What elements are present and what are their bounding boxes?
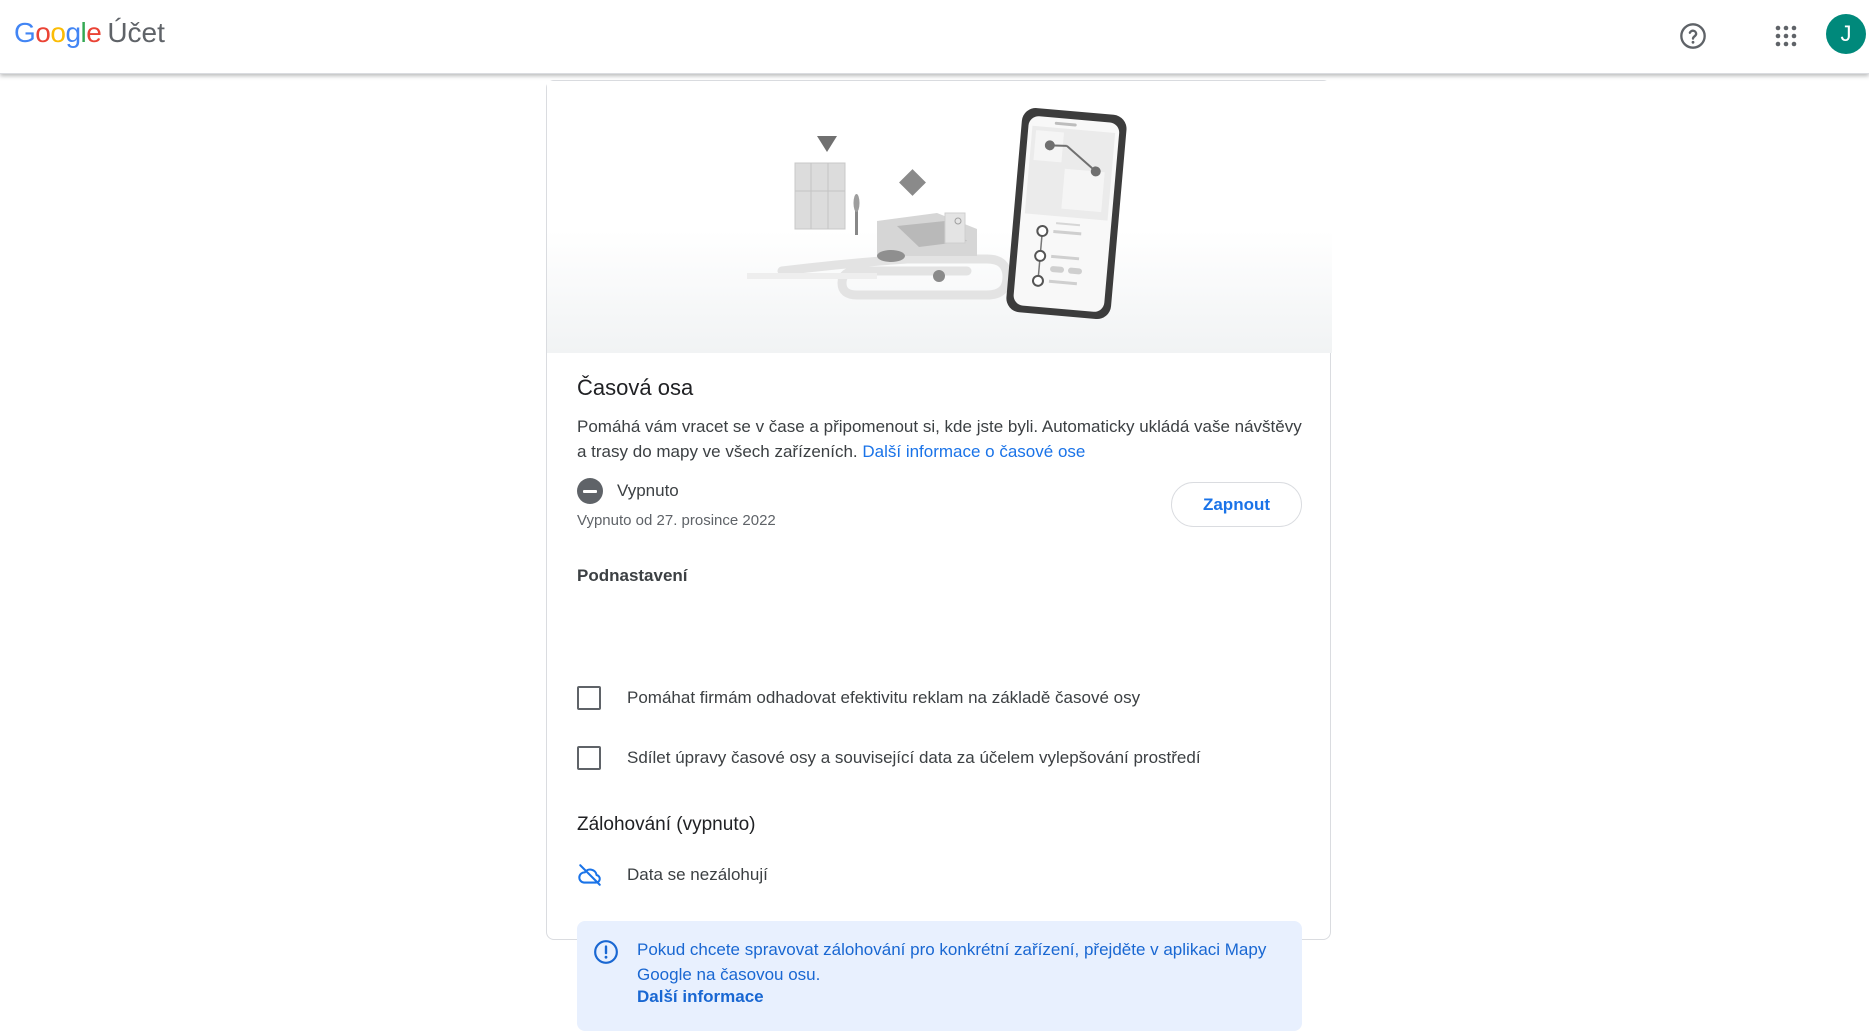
logo-letter-1: o — [35, 17, 51, 48]
top-app-bar — [0, 0, 1869, 74]
backup-status-text: Data se nezálohují — [627, 865, 768, 884]
turn-on-button[interactable]: Zapnout — [1171, 482, 1302, 527]
timeline-settings-card — [546, 80, 1331, 1006]
logo-letter-5: e — [86, 17, 102, 48]
account-avatar[interactable]: J — [1826, 14, 1866, 54]
page-title: Časová osa — [577, 375, 694, 400]
ads-effectiveness-checkbox[interactable] — [577, 686, 601, 710]
subsetting-ads-effectiveness[interactable] — [577, 686, 1140, 710]
subsetting-share-edits[interactable] — [577, 746, 1201, 770]
share-edits-checkbox[interactable] — [577, 746, 601, 770]
learn-more-timeline-link[interactable]: Další informace o časové ose — [862, 442, 1086, 461]
cloud-off-icon — [577, 862, 603, 888]
logo-letter-0: G — [14, 17, 36, 48]
backup-status — [577, 862, 768, 888]
apps-grid-icon — [1774, 24, 1798, 48]
info-text: Pokud chcete spravovat zálohování pro konkrétní zařízení, přejděte v aplikaci Mapy Google na časovou osu. — [637, 940, 1267, 984]
disabled-minus-icon — [577, 478, 603, 504]
status-label: Vypnuto — [617, 481, 679, 500]
product-name: Účet — [107, 17, 165, 48]
timeline-status — [577, 478, 679, 504]
timeline-description — [577, 414, 1307, 464]
timeline-phone-illustration — [547, 81, 1332, 353]
subsetting-label: Sdílet úpravy časové osy a související data za účelem vylepšování prostředí — [627, 748, 1201, 767]
hero-banner — [547, 81, 1332, 353]
google-apps-button[interactable] — [1766, 16, 1806, 56]
backup-info-banner — [577, 921, 1302, 1031]
description-text: Pomáhá vám vracet se v čase a připomenout si, kde jste byli. Automaticky ukládá vaše návštěvy a trasy do mapy ve všech zařízeních. — [577, 417, 1302, 461]
google-wordmark — [14, 17, 101, 49]
logo-letter-4: l — [80, 17, 87, 48]
help-button[interactable] — [1673, 16, 1713, 56]
subsetting-label: Pomáhat firmám odhadovat efektivitu reklam na základě časové osy — [627, 688, 1141, 707]
help-circle-icon — [1679, 22, 1707, 50]
subsettings-heading: Podnastavení — [577, 566, 688, 585]
info-alert-icon — [593, 939, 619, 965]
logo-letter-3: g — [65, 17, 81, 48]
logo-letter-2: o — [50, 17, 66, 48]
status-since-date: Vypnuto od 27. prosince 2022 — [577, 512, 776, 529]
backup-heading: Zálohování (vypnuto) — [577, 814, 756, 835]
google-account-logo[interactable] — [14, 17, 165, 49]
info-learn-more-link[interactable]: Další informace — [637, 987, 764, 1006]
